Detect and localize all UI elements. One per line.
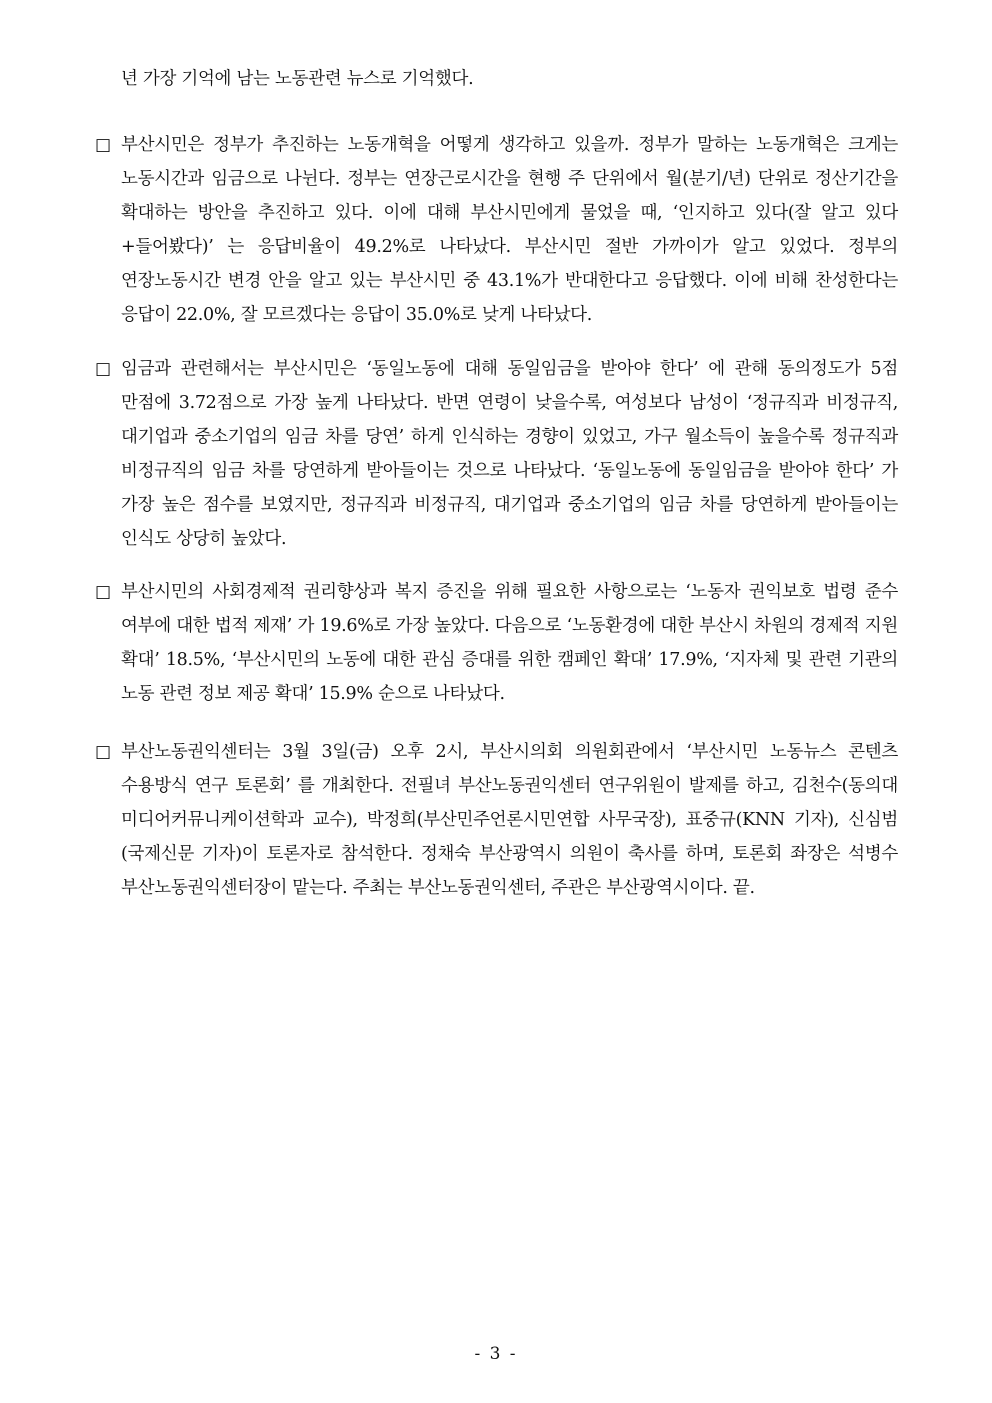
checkbox-bullet-icon: □: [95, 359, 111, 379]
checkbox-bullet-icon: □: [95, 582, 111, 602]
paragraph-labor-reform: [95, 128, 898, 332]
paragraph-text: 부산시민은 정부가 추진하는 노동개혁을 어떻게 생각하고 있을까. 정부가 말하는 노동개혁은 크게는 노동시간과 임금으로 나뉜다. 정부는 연장근로시간을 현행 주 단위에서 월(분기/년) 단위로 정산기간을 확대하는 방안을 추진하고 있다. 이에 대해 부산시민에게 물었을 때, ‘인지하고 있다(잘 알고 있다+들어봤다)’ 는 응답비율이 49.2%로 나타났다. 부산시민 절반 가까이가 알고 있었다. 정부의 연장노동시간 변경 안을 알고 있는 부산시민 중 43.1%가 반대한다고 응답했다. 이에 비해 찬성한다는 응답이 22.0%, 잘 모르겠다는 응답이 35.0%로 낮게 나타났다.: [121, 135, 898, 325]
checkbox-bullet-icon: □: [95, 742, 111, 762]
paragraph-text: 부산노동권익센터는 3월 3일(금) 오후 2시, 부산시의회 의원회관에서 ‘부산시민 노동뉴스 콘텐츠 수용방식 연구 토론회’ 를 개최한다. 전필녀 부산노동권익센터 연구위원이 발제를 하고, 김천수(동의대 미디어커뮤니케이션학과 교수), 박정희(부산민주언론시민연합 사무국장), 표중규(KNN 기자), 신심범(국제신문 기자)이 토론자로 참석한다. 정채숙 부산광역시 의원이 축사를 하며, 토론회 좌장은 석병수 부산노동권익센터장이 맡는다. 주최는 부산노동권익센터, 주관은 부산광역시이다. 끝.: [121, 742, 898, 898]
paragraph-forum-announcement: [95, 735, 898, 905]
paragraph-wages: [95, 352, 898, 556]
paragraph-socioeconomic-rights: [95, 575, 898, 711]
continuation-line: 년 가장 기억에 남는 노동관련 뉴스로 기억했다.: [121, 69, 474, 89]
checkbox-bullet-icon: □: [95, 135, 111, 155]
paragraph-text: 부산시민의 사회경제적 권리향상과 복지 증진을 위해 필요한 사항으로는 ‘노동자 권익보호 법령 준수 여부에 대한 법적 제재’ 가 19.6%로 가장 높았다. 다음으로 ‘노동환경에 대한 부산시 차원의 경제적 지원 확대’ 18.5%, ‘부산시민의 노동에 대한 관심 증대를 위한 캠페인 확대’ 17.9%, ‘지자체 및 관련 기관의 노동 관련 정보 제공 확대’ 15.9% 순으로 나타났다.: [121, 582, 898, 704]
page-number: - 3 -: [474, 1344, 518, 1364]
paragraph-text: 임금과 관련해서는 부산시민은 ‘동일노동에 대해 동일임금을 받아야 한다’ 에 관해 동의정도가 5점 만점에 3.72점으로 가장 높게 나타났다. 반면 연령이 낮을수록, 여성보다 남성이 ‘정규직과 비정규직, 대기업과 중소기업의 임금 차를 당연’ 하게 인식하는 경향이 있었고, 가구 월소득이 높을수록 정규직과 비정규직의 임금 차를 당연하게 받아들이는 것으로 나타났다. ‘동일노동에 동일임금을 받아야 한다’ 가 가장 높은 점수를 보였지만, 정규직과 비정규직, 대기업과 중소기업의 임금 차를 당연하게 받아들이는 인식도 상당히 높았다.: [121, 359, 898, 549]
